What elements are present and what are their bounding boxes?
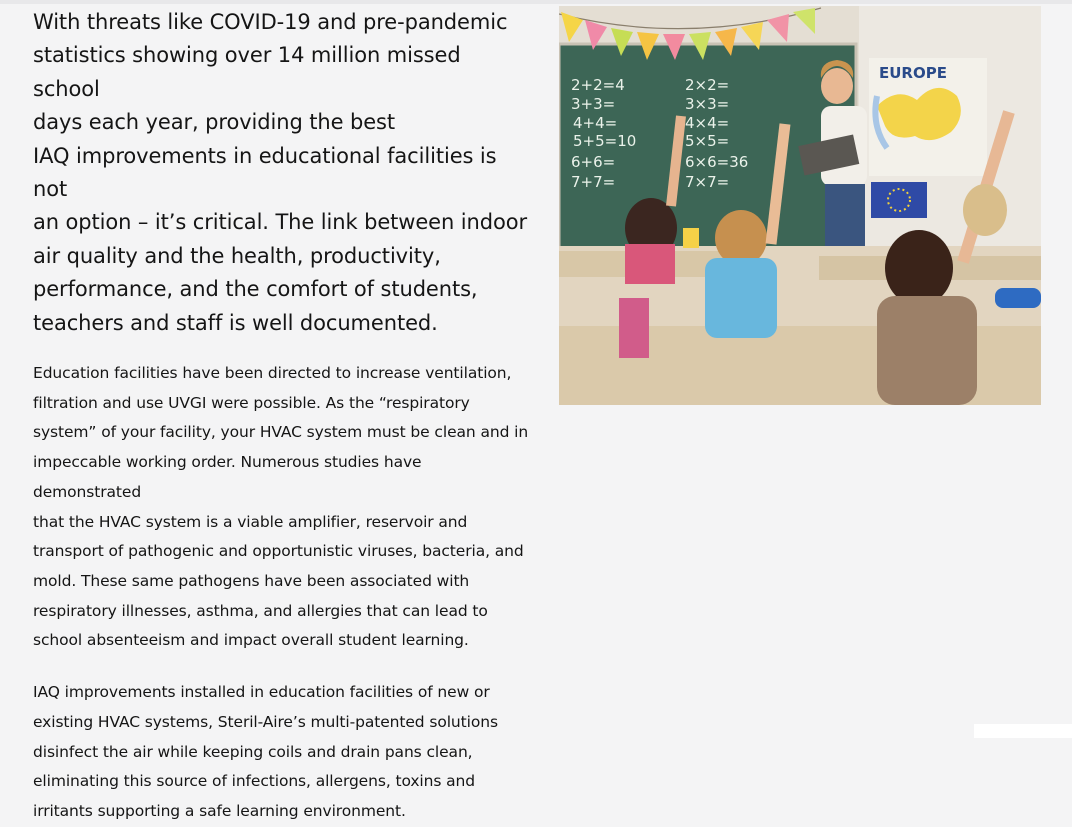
- body-line: eliminating this source of infections, allergens, toxins and: [33, 772, 476, 791]
- lead-line: With threats like COVID-19 and pre-pandemic: [33, 10, 508, 34]
- body-line: irritants supporting a safe learning environment.: [33, 801, 406, 820]
- lead-paragraph: [33, 6, 533, 340]
- body-line: IAQ improvements installed in education facilities of new or: [33, 683, 490, 702]
- body-paragraph-1: [33, 359, 533, 656]
- body-line: transport of pathogenic and opportunistic viruses, bacteria, and: [33, 542, 524, 561]
- article-text: [33, 6, 533, 827]
- body-line: filtration and use UVGI were possible. As the “respiratory: [33, 393, 470, 412]
- lead-line: IAQ improvements in educational facilities is not: [33, 143, 497, 202]
- chalk-equation: 6+6=: [571, 153, 616, 171]
- chalk-equation: 4×4=: [685, 114, 730, 132]
- body-line: Education facilities have been directed to increase ventilation,: [33, 364, 512, 383]
- chalk-equation: 3×3=: [685, 95, 730, 113]
- lead-line: teachers and staff is well documented.: [33, 310, 438, 335]
- classroom-photo: [559, 6, 1041, 405]
- chalk-equation: 2×2=: [685, 76, 730, 94]
- chalk-equation: 7×7=: [685, 173, 730, 191]
- chalk-equation: 3+3=: [571, 95, 616, 113]
- body-line: mold. These same pathogens have been associated with: [33, 571, 470, 590]
- classroom-illustration: [559, 6, 1041, 405]
- chalk-equation: 2+2=4: [571, 76, 625, 94]
- map-title: EUROPE: [879, 64, 947, 82]
- chalk-equation: 7+7=: [571, 173, 616, 191]
- pencil-cup: [619, 298, 649, 358]
- chalk-equation: 5+5=10: [573, 132, 637, 150]
- chalk-equation: 6×6=36: [685, 153, 749, 171]
- top-bar: [0, 0, 1072, 4]
- lead-line: days each year, providing the best: [33, 110, 396, 135]
- lead-line: air quality and the health, productivity,: [33, 243, 441, 268]
- body-line: system” of your facility, your HVAC system must be clean and in: [33, 423, 529, 442]
- chalk-equation: 4+4=: [573, 114, 618, 132]
- lead-line: statistics showing over 14 million missed school: [33, 43, 461, 101]
- body-line: respiratory illnesses, asthma, and allergies that can lead to: [33, 601, 488, 620]
- body-line: that the HVAC system is a viable amplifier, reservoir and: [33, 512, 468, 531]
- lead-line: performance, and the comfort of students,: [33, 277, 478, 302]
- body-line: impeccable working order. Numerous studies have demonstrated: [33, 453, 422, 501]
- body-paragraph-2: [33, 678, 533, 827]
- body-line: existing HVAC systems, Steril-Aire’s multi-patented solutions: [33, 712, 498, 731]
- corner-widget[interactable]: [974, 724, 1072, 738]
- chalk-equation: 5×5=: [685, 132, 730, 150]
- body-line: disinfect the air while keeping coils and drain pans clean,: [33, 742, 473, 761]
- body-line: school absenteeism and impact overall student learning.: [33, 631, 469, 650]
- lead-line: an option – it’s critical. The link between indoor: [33, 210, 527, 235]
- eu-flag: [871, 182, 927, 218]
